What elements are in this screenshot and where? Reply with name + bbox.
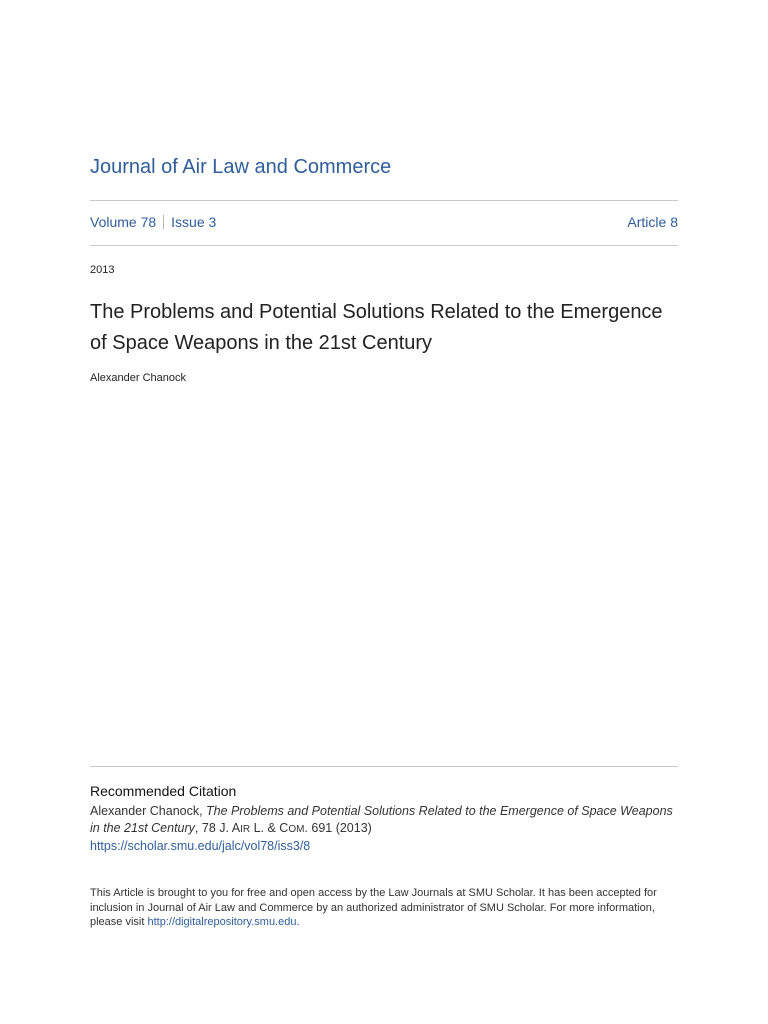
article-number-link[interactable]: Article 8 <box>627 214 678 230</box>
citation-divider <box>90 766 678 767</box>
journal-title-link[interactable]: Journal of Air Law and Commerce <box>90 156 392 178</box>
access-notice <box>90 886 678 930</box>
citation-text <box>90 803 678 855</box>
bottom-divider <box>90 245 678 246</box>
citation-com-smallcaps: OM <box>288 824 305 835</box>
citation-title: The Problems and Potential Solutions Related to the Emergence of Space Weapons in the 21st Century <box>90 804 673 835</box>
publication-year: 2013 <box>90 264 115 276</box>
separator <box>163 215 164 229</box>
citation-suffix: . 691 (2013) <box>304 821 372 835</box>
notice-end: . <box>296 916 300 928</box>
article-author: Alexander Chanock <box>90 372 187 384</box>
top-divider <box>90 200 678 201</box>
volume-link[interactable]: Volume 78 <box>90 214 157 230</box>
citation-mid: L. & C <box>250 821 289 835</box>
notice-text: This Article is brought to you for free and open access by the Law Journals at SMU Scholar. It has been accepted for inclusion in Journal of Air Law and Commerce by an authorized administrator of SMU Scholar. For more information, please visit <box>90 887 657 928</box>
repository-link[interactable]: http://digitalrepository.smu.edu <box>147 916 297 928</box>
issue-link[interactable]: Issue 3 <box>171 214 217 230</box>
citation-vol: , 78 J. A <box>194 821 241 835</box>
article-title: The Problems and Potential Solutions Related to the Emergence of Space Weapons in the 21st Century <box>90 301 663 354</box>
volume-issue-row <box>90 214 678 230</box>
citation-url-link[interactable]: https://scholar.smu.edu/jalc/vol78/iss3/8 <box>90 839 311 853</box>
citation-author: Alexander Chanock, <box>90 804 207 818</box>
recommended-citation-heading: Recommended Citation <box>90 783 237 799</box>
citation-air-smallcaps: IR <box>240 824 251 835</box>
